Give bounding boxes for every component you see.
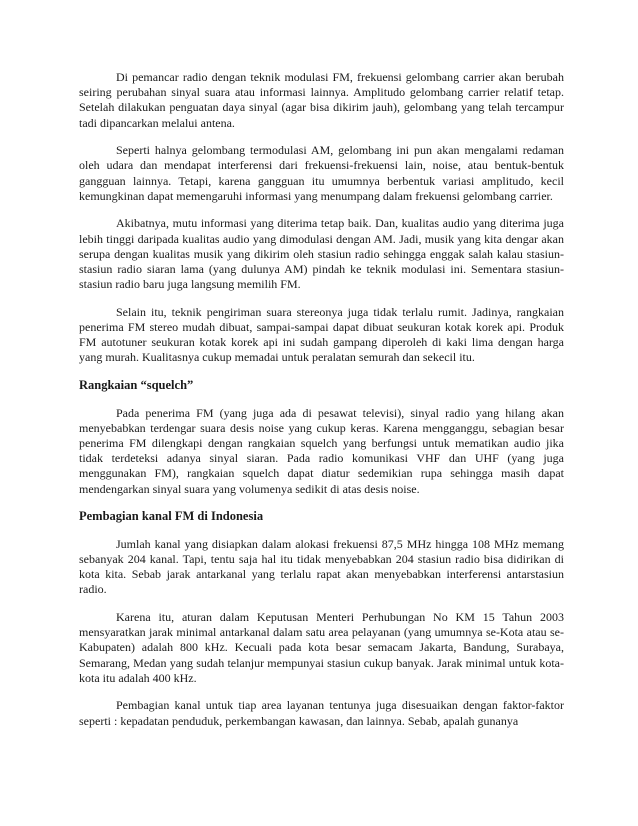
paragraph: Pada penerima FM (yang juga ada di pesawat televisi), sinyal radio yang hilang akan menyebabkan terdengar suara desis noise yang cukup keras. Karena mengganggu, sebagian besar penerima FM dilengkapi dengan rangkaian squelch yang berfungsi untuk mematikan audio jika tidak terdeteksi adanya sinyal siaran. Pada radio komunikasi VHF dan UHF (yang juga menggunakan FM), rangkaian squelch dapat diatur sedemikian rupa sehingga masih dapat mendengarkan sinyal suara yang volumenya sedikit di atas desis noise.: [79, 405, 564, 496]
section-heading: Pembagian kanal FM di Indonesia: [79, 509, 264, 524]
paragraph: Pembagian kanal untuk tiap area layanan tentunya juga disesuaikan dengan faktor-faktor seperti : kepadatan penduduk, perkembangan kawasan, dan lainnya. Sebab, apalah gunanya: [79, 698, 564, 728]
paragraph: Di pemancar radio dengan teknik modulasi FM, frekuensi gelombang carrier akan berubah seiring perubahan sinyal suara atau informasi lainnya. Amplitudo gelombang carrier relatif tetap. Setelah dilakukan penguatan daya sinyal (agar bisa dikirim jauh), gelombang yang telah tercampur tadi dipancarkan melalui antena.: [79, 70, 564, 130]
paragraph: Jumlah kanal yang disiapkan dalam alokasi frekuensi 87,5 MHz hingga 108 MHz memang sebanyak 204 kanal. Tapi, tentu saja hal itu tidak menyebabkan 204 stasiun radio bisa didirikan di kota kita. Sebab jarak antarkanal yang terlalu rapat akan menyebabkan interferensi antarstasiun radio.: [79, 536, 564, 597]
paragraph: Akibatnya, mutu informasi yang diterima tetap baik. Dan, kualitas audio yang diterima juga lebih tinggi daripada kualitas audio yang dimodulasi dengan AM. Jadi, musik yang kita dengar akan serupa dengan kualitas musik yang dikirim oleh stasiun radio sehingga enggak salah kalau stasiun-stasiun radio siaran lama (yang dulunya AM) pindah ke teknik modulasi ini. Sementara stasiun-stasiun radio baru juga langsung memilih FM.: [79, 216, 564, 292]
paragraph: Karena itu, aturan dalam Keputusan Menteri Perhubungan No KM 15 Tahun 2003 mensyaratkan jarak minimal antarkanal dalam satu area pelayanan (yang umumnya se-Kota atau se-Kabupaten) adalah 800 kHz. Kecuali pada kota besar semacam Jakarta, Bandung, Surabaya, Semarang, Medan yang sudah telanjur mempunyai stasiun cukup banyak. Jarak minimal untuk kota-kota itu adalah 400 kHz.: [79, 610, 564, 685]
paragraph: Seperti halnya gelombang termodulasi AM, gelombang ini pun akan mengalami redaman oleh udara dan mendapat interferensi dari frekuensi-frekuensi lain, noise, atau bentuk-bentuk gangguan lainnya. Tetapi, karena gangguan itu umumnya berbentuk variasi amplitudo, kecil kemungkinan dapat memengaruhi informasi yang menumpang dalam frekuensi gelombang carrier.: [79, 143, 564, 203]
document-page: [79, 70, 564, 741]
section-heading: Rangkaian “squelch”: [79, 378, 194, 393]
paragraph: Selain itu, teknik pengiriman suara stereonya juga tidak terlalu rumit. Jadinya, rangkaian penerima FM stereo mudah dibuat, sampai-sampai dapat dibuat seukuran kotak korek api. Produk FM autotuner seukuran kotak korek api ini sudah gampang diperoleh di kaki lima dengan harga yang murah. Kualitasnya cukup memadai untuk peralatan semurah dan sekecil itu.: [79, 304, 564, 365]
